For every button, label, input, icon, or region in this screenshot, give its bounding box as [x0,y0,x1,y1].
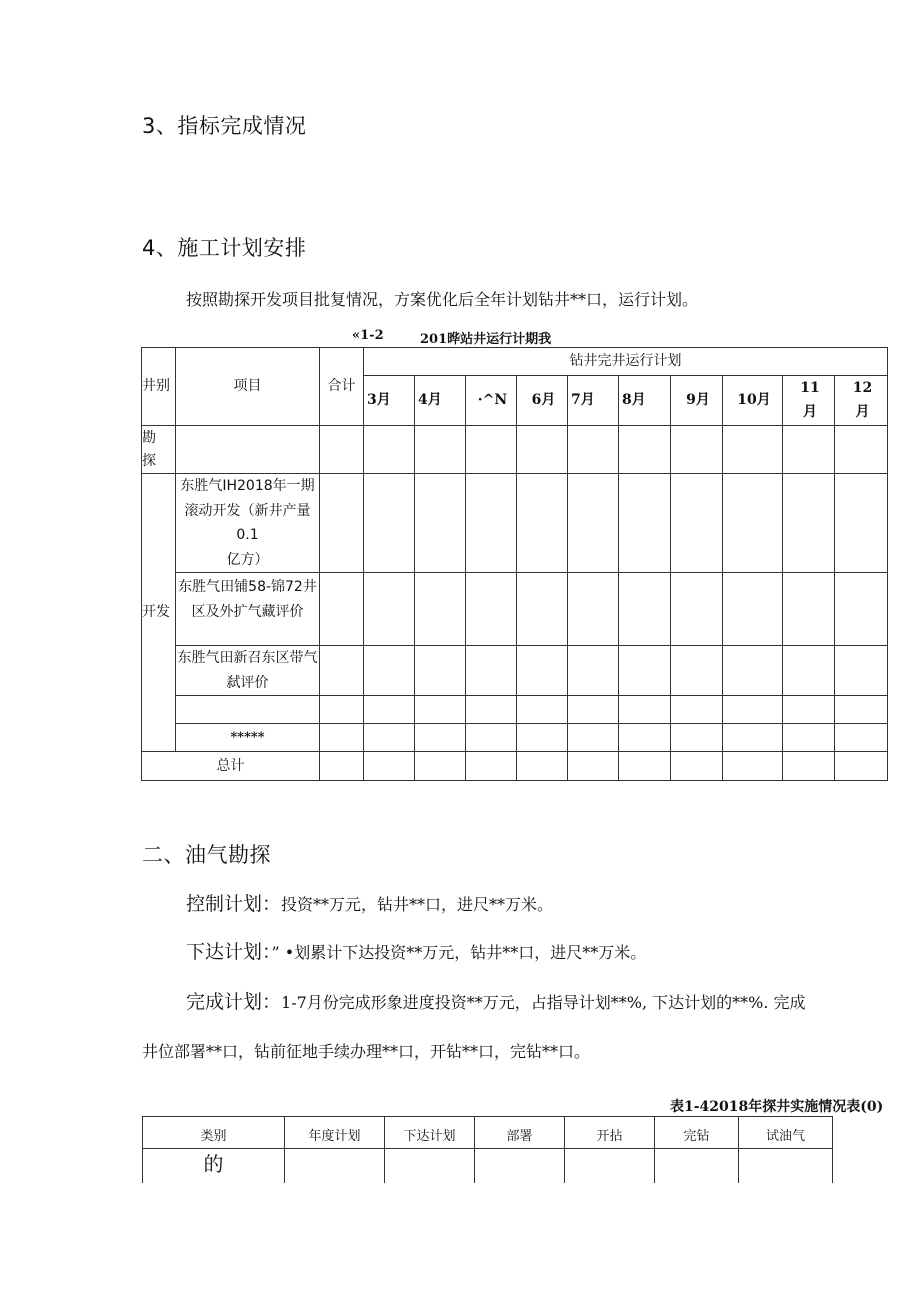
control-plan-text: 投资**万元，钻井**口，进尺**万米。 [281,895,554,914]
done-plan-line [186,987,806,1014]
control-plan-line [186,889,553,916]
table-1-caption-title: 201晔站井运行计期我 [420,332,552,347]
exploration-well-table [142,1116,833,1183]
row-total-label: 总计 [142,752,320,781]
header-month-12: 12 月 [835,376,888,426]
header-well-type: 井别 [142,348,176,426]
table-row [142,573,888,646]
section-4-paragraph: 按照勘探开发项目批复情况，方案优化后全年计划钻井**口，运行计划。 [186,290,699,309]
issued-plan-line [186,937,646,964]
t2-header-completed: 完钻 [655,1117,739,1149]
header-month-11: 11 月 [783,376,835,426]
drilling-plan-table [141,347,888,781]
table-row [142,474,888,573]
table-row [142,696,888,724]
row-develop-label: 开发 [142,474,176,752]
row-item-3: 东胜气田新召东区带气弑评价 [176,646,320,696]
table-row [142,724,888,752]
t2-header-annual-plan: 年度计划 [285,1117,385,1149]
table-row [142,646,888,696]
header-item: 项目 [176,348,320,426]
done-plan-text-1: 1-7月份完成形象进度投资**万元，占指导计划**%, 下达计划的**%. 完成 [281,993,806,1012]
row-item-5: ***** [176,724,320,752]
t2-header-test: 试油气 [739,1117,833,1149]
header-month-8: 8月 [619,376,671,426]
t2-header-deploy: 部署 [475,1117,565,1149]
issued-plan-text: ” •划累计下达投资**万元，钻井**口，进尺**万米。 [271,943,647,962]
table-2-caption: 表1-42018年探井实施情况表(0) [670,1099,884,1115]
header-month-5: ·^N [466,376,517,426]
t2-header-spud: 开拈 [565,1117,655,1149]
header-month-10: 10月 [723,376,783,426]
oil-gas-heading: 二、油气勘探 [142,843,271,867]
done-plan-text-2: 井位部署**口，钻前征地手续办理**口，开钻**口，完钻**口。 [142,1042,591,1061]
header-month-7: 7月 [568,376,619,426]
issued-plan-label: 下达计划： [186,941,272,963]
table-row [143,1149,833,1183]
header-plan-group: 钻井完井运行计划 [364,348,888,376]
row-item-1: 东胜气IH2018年一期滚动开发（新井产量0.1 亿方） [176,474,320,573]
header-month-3: 3月 [364,376,415,426]
done-plan-label: 完成计划： [186,991,282,1013]
header-month-4: 4月 [415,376,466,426]
table-row [142,752,888,781]
row-explore-label: 勘 探 [142,426,176,474]
section-4-heading: 4、施工计划安排 [142,236,307,260]
t2-header-category: 类别 [143,1117,285,1149]
control-plan-label: 控制计划： [186,893,282,915]
table-1-caption-number: «1-2 [352,328,384,343]
header-month-6: 6月 [517,376,568,426]
section-3-heading: 3、指标完成情况 [142,114,307,138]
row-item-2: 东胜气田铺58-锦72井区及外扩气藏评价 [176,573,320,646]
header-month-9: 9月 [671,376,723,426]
t2-row1-label: 的 [143,1149,285,1183]
header-total: 合计 [320,348,364,426]
t2-header-issued-plan: 下达计划 [385,1117,475,1149]
table-row [142,426,888,474]
